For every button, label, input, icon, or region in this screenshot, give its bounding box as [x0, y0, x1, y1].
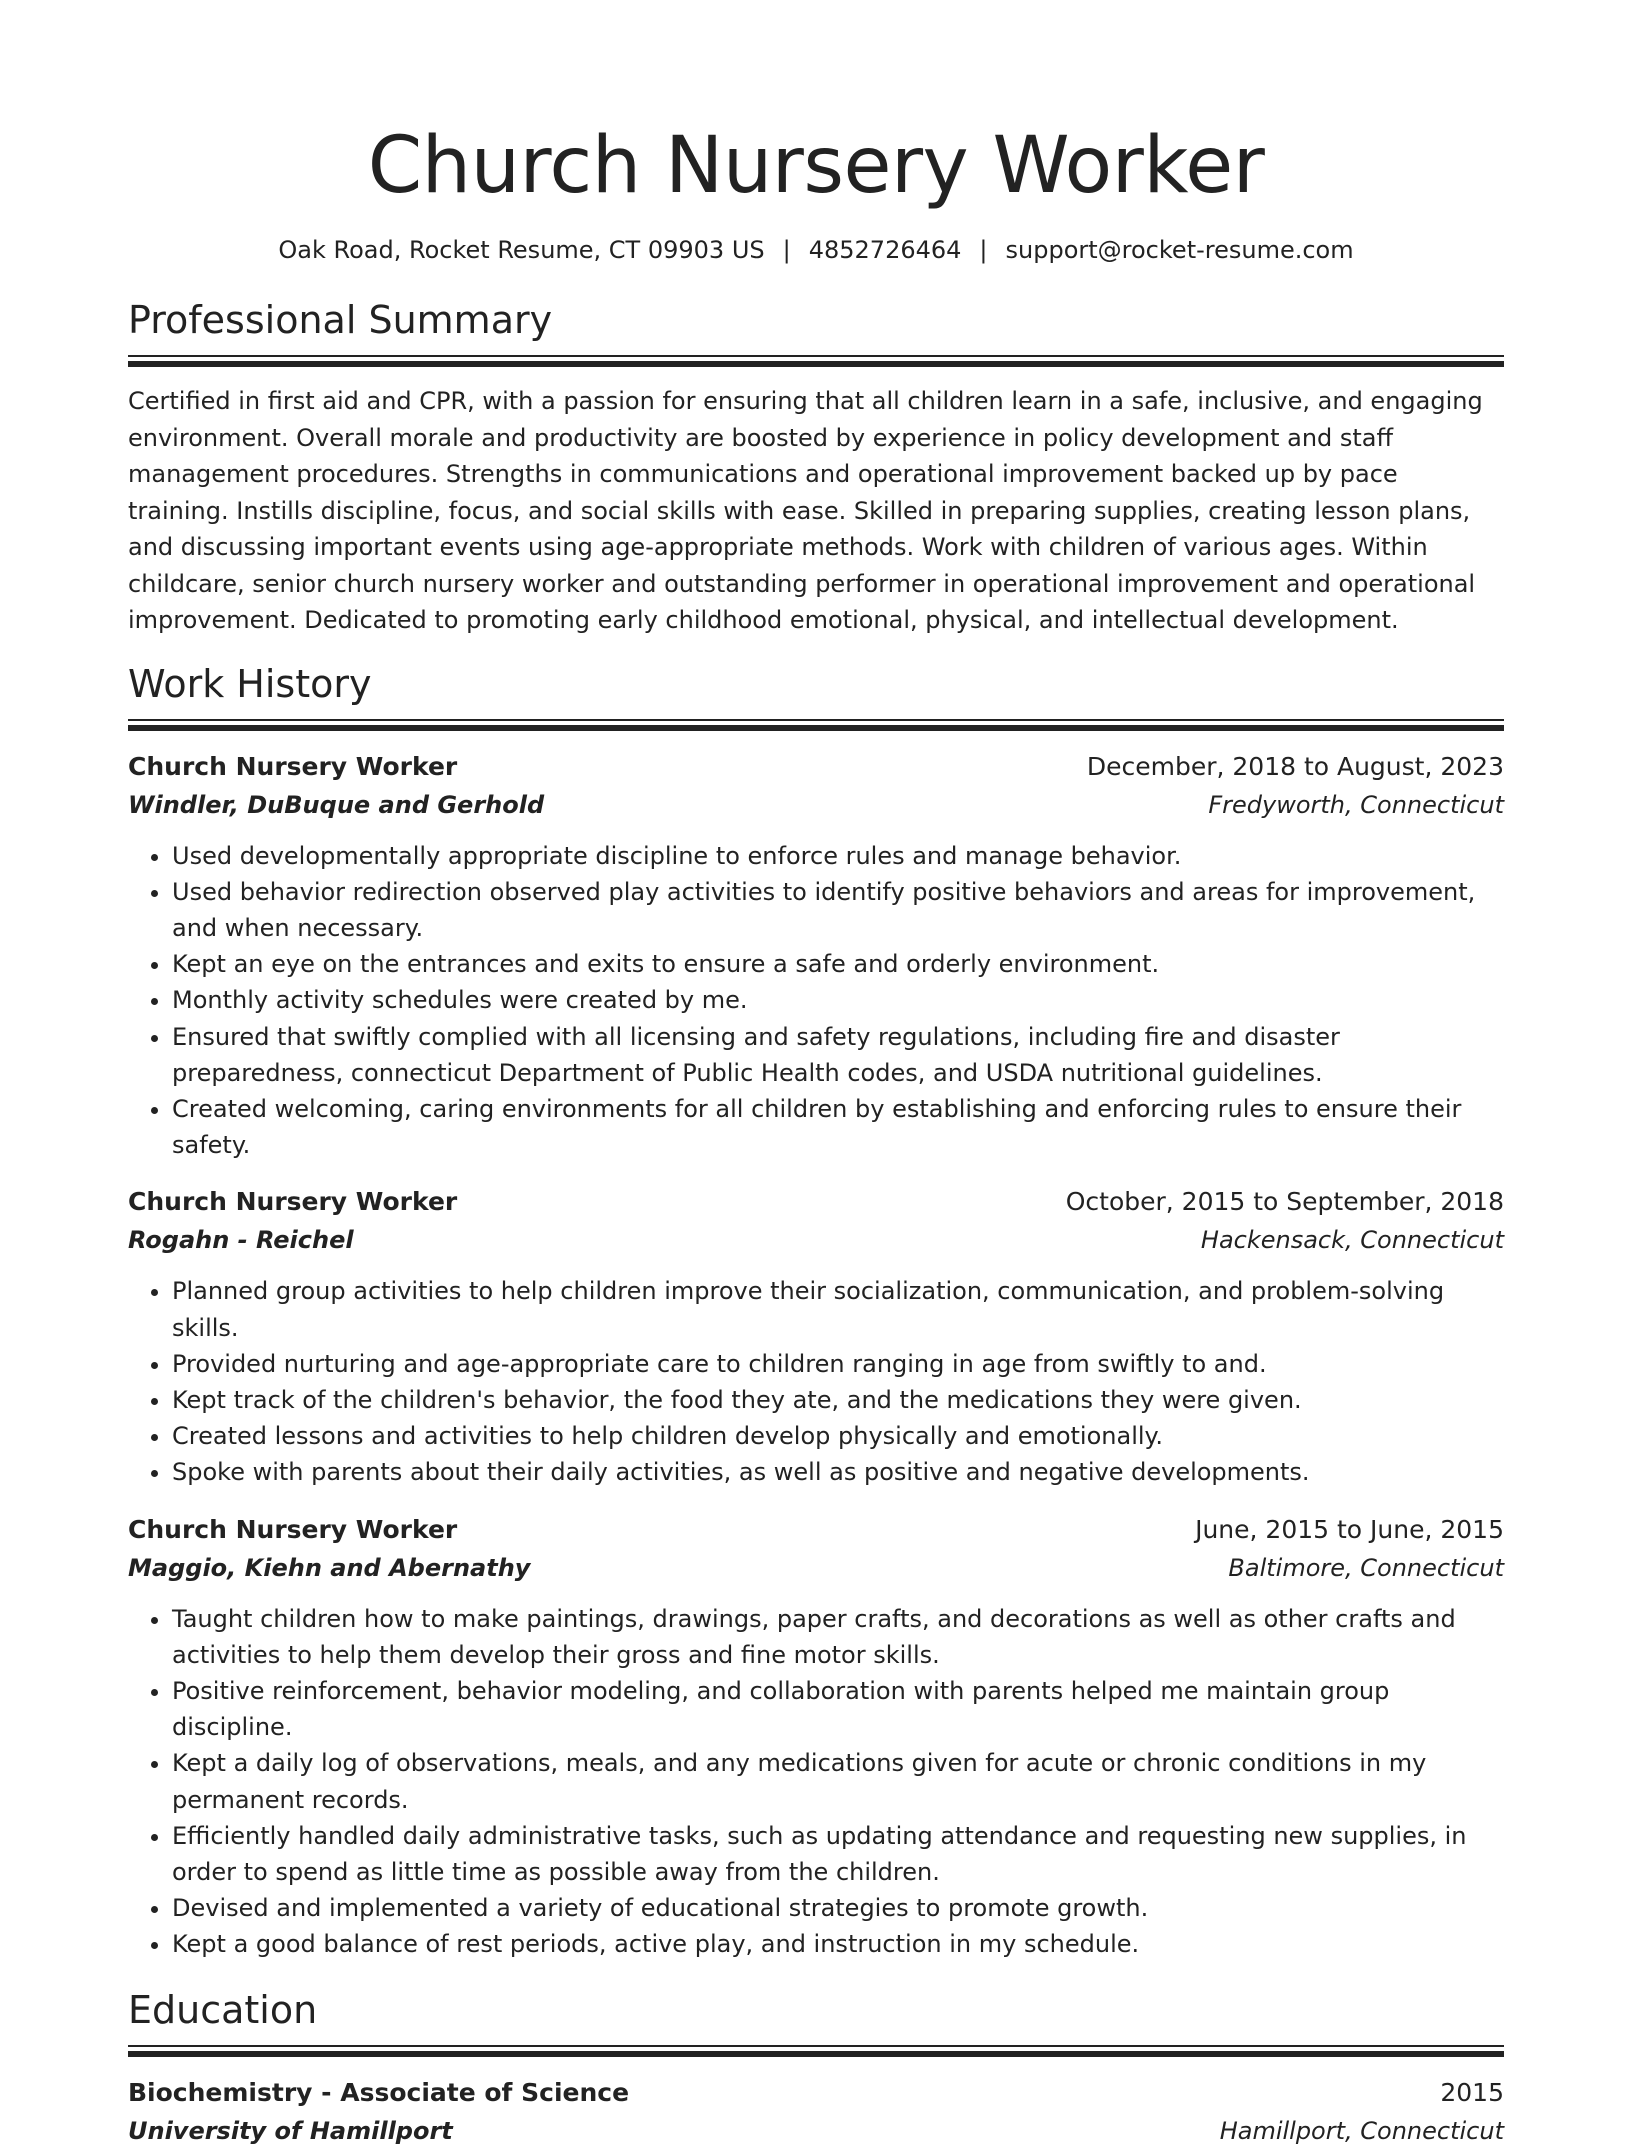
job-title: Church Nursery Worker — [128, 751, 458, 781]
list-item: • Used developmentally appropriate discipline to enforce rules and manage behavior. — [172, 838, 1504, 874]
job-bullets — [128, 1601, 1504, 1963]
job-header — [128, 1511, 1504, 1549]
section-title: Education — [128, 1987, 318, 2032]
job-subheader — [128, 786, 1504, 824]
list-item: • Created welcoming, caring environments for all children by establishing and enforcing rules to ensure their safety. — [172, 1091, 1504, 1163]
job-entry — [128, 1511, 1504, 1963]
job-location: Fredyworth, Connecticut — [1208, 790, 1504, 819]
section-divider — [128, 2045, 1504, 2056]
list-item: • Positive reinforcement, behavior modeling, and collaboration with parents helped me maintain group discipline. — [172, 1673, 1504, 1745]
graduation-year: 2015 — [1440, 2077, 1504, 2107]
section-title: Professional Summary — [128, 298, 553, 342]
education-header — [128, 2074, 1504, 2112]
job-dates: October, 2015 to September, 2018 — [1065, 1187, 1504, 1217]
list-item: • Spoke with parents about their daily activities, as well as positive and negative developments. — [172, 1454, 1504, 1490]
job-header — [128, 1183, 1504, 1221]
list-item: • Ensured that swiftly complied with all licensing and safety regulations, including fire and disaster preparedness, connecticut Department of Public Health codes, and USDA nutritional guidelines. — [172, 1019, 1504, 1091]
company-name: Maggio, Kiehn and Abernathy — [128, 1553, 531, 1582]
company-name: Windler, DuBuque and Gerhold — [128, 790, 545, 819]
list-item: • Kept track of the children's behavior, the food they ate, and the medications they were given. — [172, 1382, 1504, 1418]
school-location: Hamillport, Connecticut — [1219, 2116, 1504, 2145]
list-item: • Efficiently handled daily administrative tasks, such as updating attendance and requesting new supplies, in order to spend as little time as possible away from the children. — [172, 1818, 1504, 1890]
work-history-section — [128, 661, 1504, 1963]
job-subheader — [128, 1549, 1504, 1587]
job-title: Church Nursery Worker — [128, 1187, 458, 1217]
job-bullets — [128, 1273, 1504, 1490]
list-item: • Taught children how to make paintings, drawings, paper crafts, and decorations as well as other crafts and activities to help them develop their gross and fine motor skills. — [172, 1601, 1504, 1673]
address: Oak Road, Rocket Resume, CT 09903 US — [278, 236, 765, 264]
list-item: • Created lessons and activities to help children develop physically and emotionally. — [172, 1418, 1504, 1454]
list-item: • Kept a good balance of rest periods, active play, and instruction in my schedule. — [172, 1926, 1504, 1962]
summary-text: Certified in first aid and CPR, with a passion for ensuring that all children learn in a safe, inclusive, and engaging environment. Overall morale and productivity are boosted by experience in policy development and staff management procedures. Strengths in communications and operational improvement backed up by pace training. Instills discipline, focus, and social skills with ease. Skilled in preparing supplies, creating lesson plans, and discussing important events using age-appropriate methods. Work with children of various ages. Within childcare, senior church nursery worker and outstanding performer in operational improvement and operational improvement. Dedicated to promoting early childhood emotional, physical, and intellectual development. — [128, 387, 1483, 634]
list-item: • Kept an eye on the entrances and exits to ensure a safe and orderly environment. — [172, 946, 1504, 982]
summary-section — [128, 297, 1504, 639]
company-name: Rogahn - Reichel — [128, 1226, 354, 1255]
email: support@rocket-resume.com — [1005, 236, 1354, 264]
degree: Biochemistry - Associate of Science — [128, 2077, 630, 2107]
job-bullets — [128, 838, 1504, 1164]
list-item: • Monthly activity schedules were created by me. — [172, 982, 1504, 1018]
section-title: Work History — [128, 661, 372, 706]
list-item: • Planned group activities to help children improve their socialization, communication, and problem-solving skills. — [172, 1273, 1504, 1345]
job-dates: June, 2015 to June, 2015 — [1195, 1514, 1504, 1544]
candidate-name: Church Nursery Worker — [367, 121, 1265, 211]
separator: | — [782, 236, 791, 264]
school-name: University of Hamillport — [128, 2116, 453, 2145]
section-divider — [128, 719, 1504, 730]
list-item: • Kept a daily log of observations, meals, and any medications given for acute or chronic conditions in my permanent records. — [172, 1745, 1504, 1817]
list-item: • Provided nurturing and age-appropriate care to children ranging in age from swiftly to and. — [172, 1346, 1504, 1382]
contact-line — [128, 234, 1504, 266]
job-dates: December, 2018 to August, 2023 — [1086, 751, 1504, 781]
job-entry — [128, 1183, 1504, 1490]
separator: | — [979, 236, 988, 264]
job-title: Church Nursery Worker — [128, 1514, 458, 1544]
resume-page — [128, 0, 1504, 2150]
education-section — [128, 1987, 1504, 2150]
job-location: Hackensack, Connecticut — [1200, 1226, 1504, 1255]
job-entry — [128, 748, 1504, 1164]
list-item: • Used behavior redirection observed play activities to identify positive behaviors and areas for improvement, and when necessary. — [172, 874, 1504, 946]
job-header — [128, 748, 1504, 786]
job-location: Baltimore, Connecticut — [1228, 1553, 1504, 1582]
section-divider — [128, 355, 1504, 366]
job-subheader — [128, 1221, 1504, 1259]
phone: 4852726464 — [808, 236, 962, 264]
education-subheader — [128, 2112, 1504, 2150]
list-item: • Devised and implemented a variety of educational strategies to promote growth. — [172, 1890, 1504, 1926]
